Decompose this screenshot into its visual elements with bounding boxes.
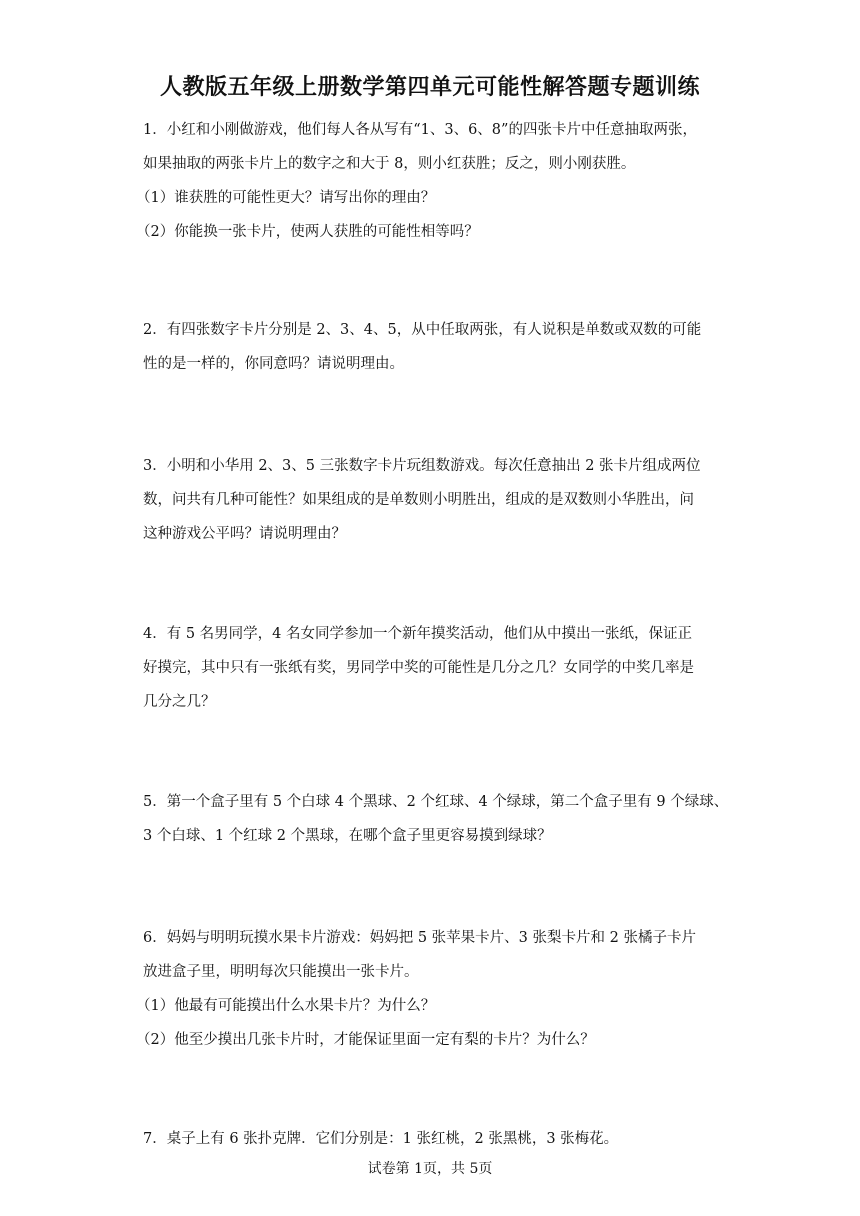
question-5 bbox=[143, 785, 729, 853]
question-text-line: 1．小红和小刚做游戏，他们每人各从写有“1、3、6、8”的四张卡片中任意抽取两张， bbox=[143, 122, 697, 138]
question-text-line: 7．桌子上有 6 张扑克牌．它们分别是：1 张红桃，2 张黑桃，3 张梅花。 bbox=[143, 1131, 619, 1147]
sub-question: （1）他最有可能摸出什么水果卡片？为什么？ bbox=[136, 998, 436, 1014]
question-2 bbox=[143, 313, 723, 381]
question-4 bbox=[143, 617, 723, 719]
question-text-line: 数，问共有几种可能性？如果组成的是单数则小明胜出，组成的是双数则小华胜出，问 bbox=[143, 492, 694, 508]
question-text-line: 几分之几？ bbox=[143, 694, 216, 710]
question-text-line: 好摸完，其中只有一张纸有奖，男同学中奖的可能性是几分之几？女同学的中奖几率是 bbox=[143, 660, 694, 676]
question-text-line: 5．第一个盒子里有 5 个白球 4 个黑球、2 个红球、4 个绿球，第二个盒子里有 9 个绿球、 bbox=[143, 794, 729, 810]
question-7 bbox=[143, 1122, 723, 1156]
question-text-line: 6．妈妈与明明玩摸水果卡片游戏：妈妈把 5 张苹果卡片、3 张梨卡片和 2 张橘子卡片 bbox=[143, 930, 696, 946]
page-footer: 试卷第 1页，共 5页 bbox=[367, 1161, 493, 1177]
sub-question: （2）他至少摸出几张卡片时，才能保证里面一定有梨的卡片？为什么？ bbox=[136, 1032, 595, 1048]
question-6 bbox=[136, 921, 723, 1057]
question-text-line: 3．小明和小华用 2、3、5 三张数字卡片玩组数游戏。每次任意抽出 2 张卡片组成两位 bbox=[143, 458, 701, 474]
question-text-line: 这种游戏公平吗？请说明理由？ bbox=[143, 526, 346, 542]
question-text-line: 4．有 5 名男同学，4 名女同学参加一个新年摸奖活动，他们从中摸出一张纸，保证正 bbox=[143, 626, 693, 642]
question-1 bbox=[136, 113, 723, 249]
question-text-line: 3 个白球、1 个红球 2 个黑球，在哪个盒子里更容易摸到绿球？ bbox=[143, 828, 552, 844]
question-text-line: 放进盒子里，明明每次只能摸出一张卡片。 bbox=[143, 964, 419, 980]
sub-question: （2）你能换一张卡片，使两人获胜的可能性相等吗？ bbox=[136, 224, 479, 240]
sub-question: （1）谁获胜的可能性更大？请写出你的理由？ bbox=[136, 190, 436, 206]
page-title: 人教版五年级上册数学第四单元可能性解答题专题训练 bbox=[159, 75, 700, 100]
question-text-line: 2．有四张数字卡片分别是 2、3、4、5，从中任取两张，有人说积是单数或双数的可能 bbox=[143, 322, 702, 338]
question-3 bbox=[143, 449, 723, 551]
question-text-line: 如果抽取的两张卡片上的数字之和大于 8，则小红获胜；反之，则小刚获胜。 bbox=[143, 156, 636, 172]
question-text-line: 性的是一样的，你同意吗？请说明理由。 bbox=[143, 356, 404, 372]
